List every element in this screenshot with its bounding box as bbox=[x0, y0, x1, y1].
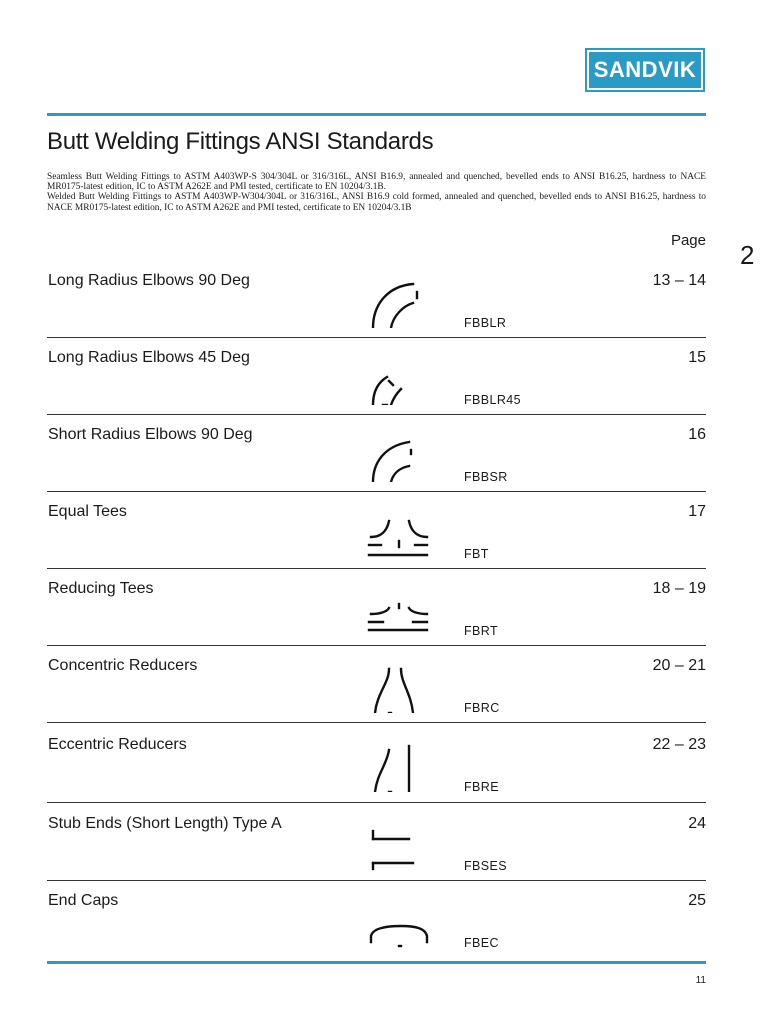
item-code: FBBSR bbox=[464, 470, 508, 484]
sandvik-logo bbox=[585, 48, 705, 92]
list-item bbox=[47, 426, 706, 500]
description bbox=[47, 172, 706, 213]
elbow-90-icon bbox=[365, 278, 431, 328]
item-code: FBSES bbox=[464, 859, 507, 873]
row-divider bbox=[47, 414, 706, 415]
item-code: FBRC bbox=[464, 701, 500, 715]
footer-rule bbox=[47, 961, 706, 964]
concentric-reducer-icon bbox=[365, 663, 431, 713]
item-name: Long Radius Elbows 45 Deg bbox=[48, 349, 250, 366]
item-pages: 16 bbox=[688, 426, 706, 443]
list-item bbox=[47, 272, 706, 346]
item-name: Concentric Reducers bbox=[48, 657, 198, 674]
item-pages: 20 – 21 bbox=[652, 657, 706, 674]
stub-end-icon bbox=[365, 821, 431, 871]
row-divider bbox=[47, 722, 706, 723]
short-elbow-icon bbox=[365, 432, 431, 482]
row-divider bbox=[47, 802, 706, 803]
list-item bbox=[47, 892, 706, 966]
page-column-label: Page bbox=[670, 232, 706, 249]
equal-tee-icon bbox=[365, 509, 431, 559]
item-code: FBRT bbox=[464, 624, 499, 638]
list-item bbox=[47, 736, 706, 810]
item-pages: 17 bbox=[688, 503, 706, 520]
eccentric-reducer-icon bbox=[365, 742, 431, 792]
section-number: 2 bbox=[740, 240, 755, 270]
item-name: Stub Ends (Short Length) Type A bbox=[48, 815, 282, 832]
description-seamless: Seamless Butt Welding Fittings to ASTM A403WP-S 304/304L or 316/316L, ANSI B16.9, annealed and quenched, bevelled ends to ANSI B16.25, hardness to NACE MR0175-latest edition, IC to ASTM A262E and PMI tested, certificate to EN 10204/3.1B. bbox=[47, 172, 706, 193]
end-cap-icon bbox=[365, 898, 431, 948]
page-number: 11 bbox=[695, 975, 706, 986]
item-pages: 24 bbox=[688, 815, 706, 832]
row-divider bbox=[47, 880, 706, 881]
item-pages: 13 – 14 bbox=[652, 272, 706, 289]
logo-badge bbox=[589, 52, 701, 88]
item-pages: 25 bbox=[688, 892, 706, 909]
item-code: FBT bbox=[464, 547, 489, 561]
elbow-45-icon bbox=[365, 355, 431, 405]
row-divider bbox=[47, 568, 706, 569]
list-item bbox=[47, 503, 706, 577]
item-name: End Caps bbox=[48, 892, 119, 909]
row-divider bbox=[47, 337, 706, 338]
item-name: Short Radius Elbows 90 Deg bbox=[48, 426, 253, 443]
item-pages: 22 – 23 bbox=[652, 736, 706, 753]
list-item bbox=[47, 580, 706, 654]
item-code: FBEC bbox=[464, 936, 499, 950]
description-welded: Welded Butt Welding Fittings to ASTM A403WP-W304/304L or 316/316L, ANSI B16.9 cold formed, annealed and quenched, bevelled ends to ANSI B16.25, hardness to NACE MR0175-latest edition, IC to ASTM A262E and PMI tested, certificate to EN 10204/3.1B bbox=[47, 192, 706, 213]
logo-text: SANDVIK bbox=[593, 57, 697, 82]
reducing-tee-icon bbox=[365, 586, 431, 636]
item-code: FBBLR45 bbox=[464, 393, 521, 407]
row-divider bbox=[47, 645, 706, 646]
item-name: Long Radius Elbows 90 Deg bbox=[48, 272, 250, 289]
page-title: Butt Welding Fittings ANSI Standards bbox=[47, 128, 434, 155]
item-pages: 18 – 19 bbox=[652, 580, 706, 597]
item-name: Equal Tees bbox=[48, 503, 127, 520]
item-code: FBBLR bbox=[464, 316, 507, 330]
item-code: FBRE bbox=[464, 780, 499, 794]
item-pages: 15 bbox=[688, 349, 706, 366]
list-item bbox=[47, 657, 706, 731]
header-rule bbox=[47, 113, 706, 116]
item-name: Reducing Tees bbox=[48, 580, 154, 597]
item-name: Eccentric Reducers bbox=[48, 736, 187, 753]
row-divider bbox=[47, 491, 706, 492]
list-item bbox=[47, 349, 706, 423]
list-item bbox=[47, 815, 706, 889]
